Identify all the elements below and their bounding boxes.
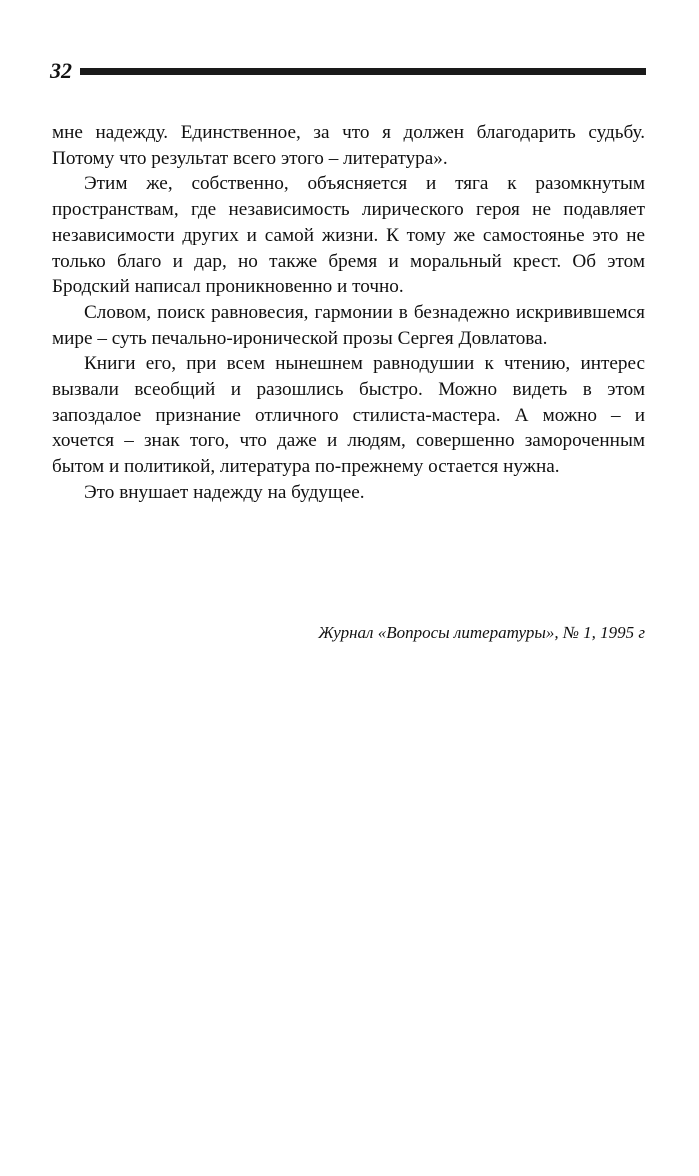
body-text — [52, 120, 645, 506]
paragraph: Словом, поиск равновесия, гармонии в безнадежно искривившемся мире – суть печально-иронической прозы Сергея Довлатова. — [52, 301, 645, 349]
page-header — [50, 58, 646, 84]
paragraph: Книги его, при всем нынешнем равнодушии к чтению, интерес вызвали всеобщий и разошлись быстро. Можно видеть в этом запоздалое признание отличного стилиста-мастера. А можно – и хочется – знак того, что даже и людям, совершенно замороченным бытом и политикой, литература по-прежнему остается нужна. — [52, 353, 645, 478]
paragraph: мне надежду. Единственное, за что я должен благодарить судьбу. Потому что результат всего этого – литература». — [52, 122, 645, 169]
paragraph: Это внушает надежду на будущее. — [84, 481, 365, 503]
page-number: 32 — [50, 58, 72, 83]
source-citation: Журнал «Вопросы литературы», № 1, 1995 г — [318, 623, 645, 642]
header-rule — [80, 68, 646, 75]
paragraph: Этим же, собственно, объясняется и тяга к разомкнутым пространствам, где независимость лирического героя не подавляет независимости других и самой жизни. К тому же самостоянье это не только благо и дар, но также бремя и моральный крест. Об этом Бродский написал проникновенно и точно. — [52, 173, 645, 298]
